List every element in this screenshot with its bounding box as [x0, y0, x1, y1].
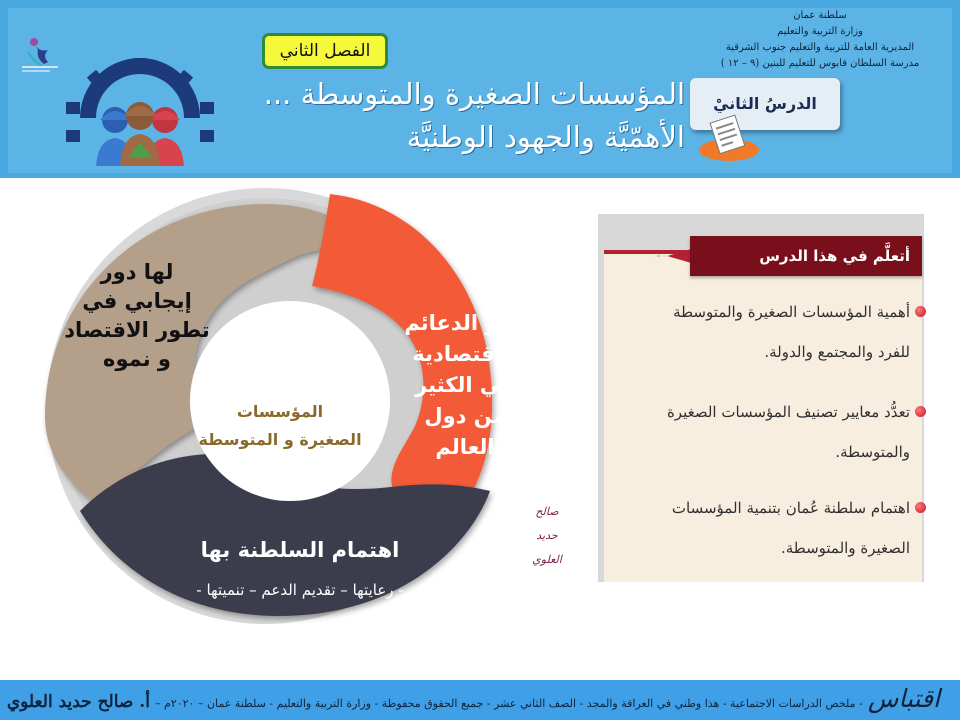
- document-icon: [697, 112, 761, 162]
- tan-line-3: تطور الاقتصاد: [64, 318, 210, 342]
- pencil-icon: [655, 236, 695, 276]
- orange-line-4: من دول: [424, 404, 506, 428]
- footer-author: أ. صالح حديد العلوي: [6, 692, 150, 712]
- bullet-3-line-1: اهتمام سلطنة عُمان بتنمية المؤسسات: [671, 499, 910, 517]
- learn-bullet-2: [610, 392, 910, 472]
- orange-line-1: ابرز الدعائم: [404, 311, 526, 335]
- page-title-line-1: المؤسسات الصغيرة والمتوسطة ...: [263, 77, 685, 111]
- lesson-tab: الدرسُ الثانيْ: [690, 78, 840, 130]
- ministry-line-1: سلطنة عمان: [793, 10, 847, 21]
- bullet-2-line-2: والمتوسطة.: [835, 443, 910, 461]
- signature-line-3: العلوي: [532, 553, 562, 566]
- orange-line-5: العالم: [435, 435, 495, 459]
- learn-bullet-3: [610, 488, 910, 568]
- page-title-line-2: الأهمّيَّة والجهود الوطنيَّة: [406, 120, 685, 154]
- signature: [518, 500, 576, 572]
- footer-quote-word: اقتباس: [867, 684, 940, 713]
- signature-line-2: حديد: [536, 529, 558, 542]
- bullet-dot-icon: [915, 502, 926, 513]
- segment-navy-title: اهتمام السلطنة بها: [200, 538, 400, 562]
- center-text: [180, 398, 380, 454]
- small-logo-icon: [18, 30, 62, 76]
- tan-line-4: و نموه: [103, 347, 171, 371]
- center-line-1: المؤسسات: [236, 402, 324, 421]
- center-line-2: الصغيرة و المتوسطة: [198, 430, 362, 449]
- tan-line-1: لها دور: [100, 260, 174, 284]
- segment-orange-text: [390, 308, 540, 463]
- bullet-2-line-1: تعدُّد معايير تصنيف المؤسسات الصغيرة: [666, 403, 910, 421]
- ministry-line-4: مدرسة السلطان قابوس للتعليم للبنين (٩ – ١٢ ): [720, 58, 920, 69]
- bullet-dot-icon: [915, 306, 926, 317]
- signature-line-1: صالح: [535, 505, 559, 518]
- ministry-info: [690, 8, 950, 72]
- bullet-3-line-2: الصغيرة والمتوسطة.: [780, 539, 910, 557]
- gear-workers-logo-icon: [60, 58, 220, 166]
- footer-credits: - ملخص الدراسات الاجتماعية - هذا وطني في العراقة والمجد - الصف الثاني عشر - جميع الحقوق محفوظة - وزارة التربية والتعليم - سلطنة عمان – ٢٠٢٠م –: [155, 697, 863, 710]
- orange-line-3: في الكثير: [415, 373, 515, 397]
- tan-line-2: إيجابي في: [82, 289, 192, 313]
- segment-navy-subtitle: - رعايتها – تقديم الدعم – تنميتها -: [196, 581, 404, 599]
- bullet-dot-icon: [915, 406, 926, 417]
- learn-bullet-1: [610, 292, 910, 372]
- semester-label: الفصل الثاني: [262, 33, 388, 69]
- footer-text: [6, 684, 940, 713]
- bullet-1-line-1: أهمية المؤسسات الصغيرة والمتوسطة: [673, 303, 910, 321]
- learn-box-header: أتعلَّم في هذا الدرس: [690, 236, 922, 276]
- ministry-line-3: المديرية العامة للتربية والتعليم جنوب الشرقية: [725, 42, 915, 53]
- bullet-1-line-2: للفرد والمجتمع والدولة.: [764, 343, 910, 361]
- orange-line-2: الاقتصادية: [412, 342, 518, 366]
- ministry-line-2: وزارة التربية والتعليم: [777, 26, 863, 37]
- segment-tan-text: [42, 258, 232, 374]
